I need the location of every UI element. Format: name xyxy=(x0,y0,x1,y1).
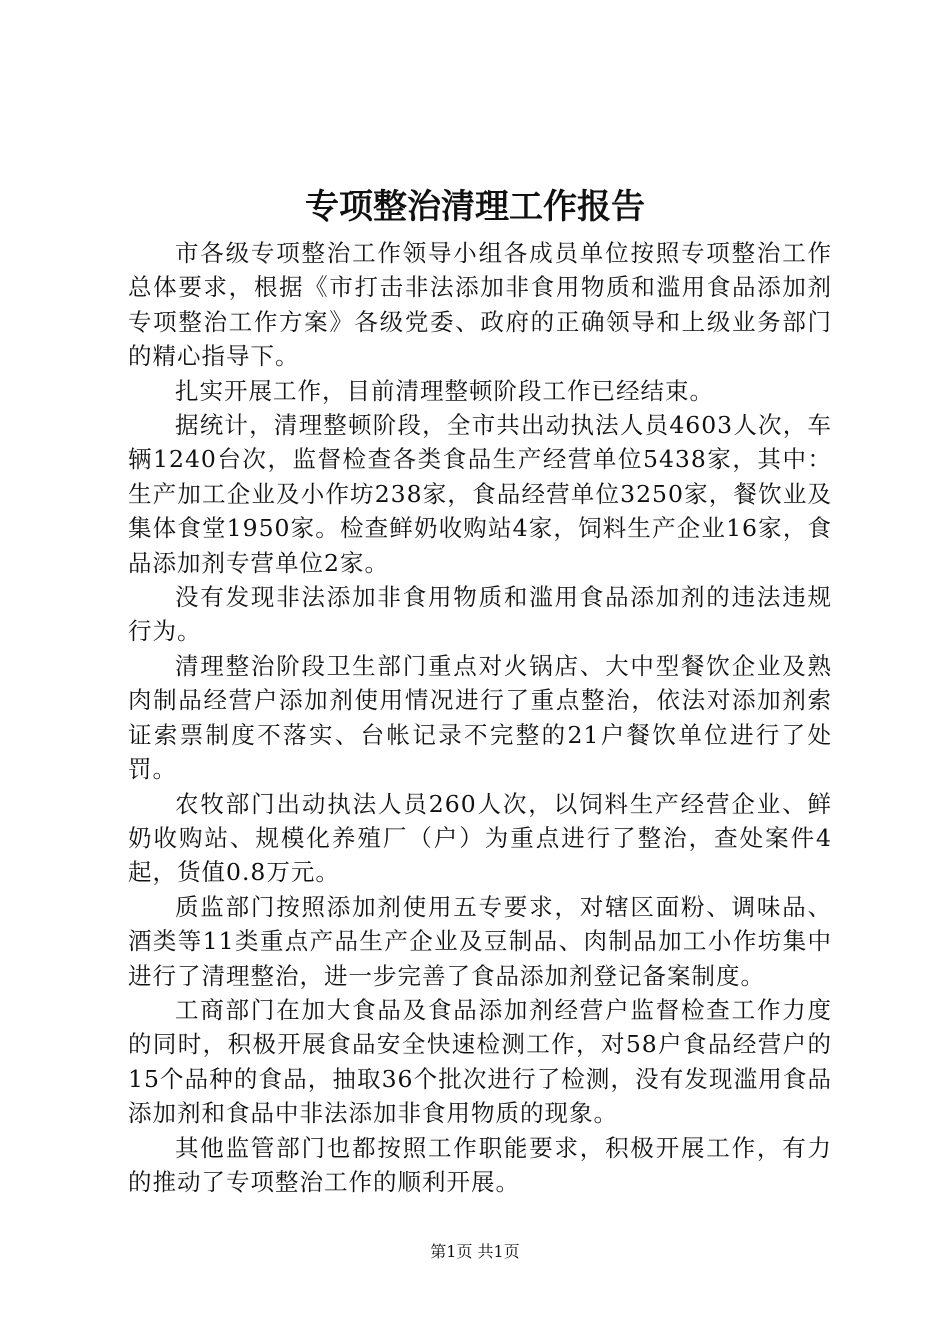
page-footer: 第1页 共1页 xyxy=(430,1242,520,1261)
paragraph: 质监部门按照添加剂使用五专要求，对辖区面粉、调味品、酒类等11类重点产品生产企业及豆制品、肉制品加工小作坊集中进行了清理整治，进一步完善了食品添加剂登记备案制度。 xyxy=(128,892,832,990)
document-title: 专项整治清理工作报告 xyxy=(305,187,645,227)
paragraph: 农牧部门出动执法人员260人次，以饲料生产经营企业、鲜奶收购站、规模化养殖厂（户）为重点进行了整治，查处案件4起，货值0.8万元。 xyxy=(128,789,832,887)
paragraph: 据统计，清理整顿阶段，全市共出动执法人员4603人次，车辆1240台次，监督检查各类食品生产经营单位5438家，其中：生产加工企业及小作坊238家，食品经营单位3250家，餐饮业及集体食堂1950家。检查鲜奶收购站4家，饲料生产企业16家，食品添加剂专营单位2家。 xyxy=(128,411,832,577)
paragraph: 没有发现非法添加非食用物质和滥用食品添加剂的违法违规行为。 xyxy=(128,583,832,646)
paragraph: 市各级专项整治工作领导小组各成员单位按照专项整治工作总体要求，根据《市打击非法添加非食用物质和滥用食品添加剂专项整治工作方案》各级党委、政府的正确领导和上级业务部门的精心指导下。 xyxy=(128,239,832,371)
paragraph: 其他监管部门也都按照工作职能要求，积极开展工作，有力的推动了专项整治工作的顺利开展。 xyxy=(128,1133,832,1196)
paragraph: 扎实开展工作，目前清理整顿阶段工作已经结束。 xyxy=(175,376,714,405)
paragraph: 工商部门在加大食品及食品添加剂经营户监督检查工作力度的同时，积极开展食品安全快速检测工作，对58户食品经营户的15个品种的食品，抽取36个批次进行了检测，没有发现滥用食品添加剂和食品中非法添加非食用物质的现象。 xyxy=(128,995,832,1128)
paragraph: 清理整治阶段卫生部门重点对火锅店、大中型餐饮企业及熟肉制品经营户添加剂使用情况进行了重点整治，依法对添加剂索证索票制度不落实、台帐记录不完整的21户餐饮单位进行了处罚。 xyxy=(128,651,832,784)
document-body xyxy=(128,236,832,1199)
